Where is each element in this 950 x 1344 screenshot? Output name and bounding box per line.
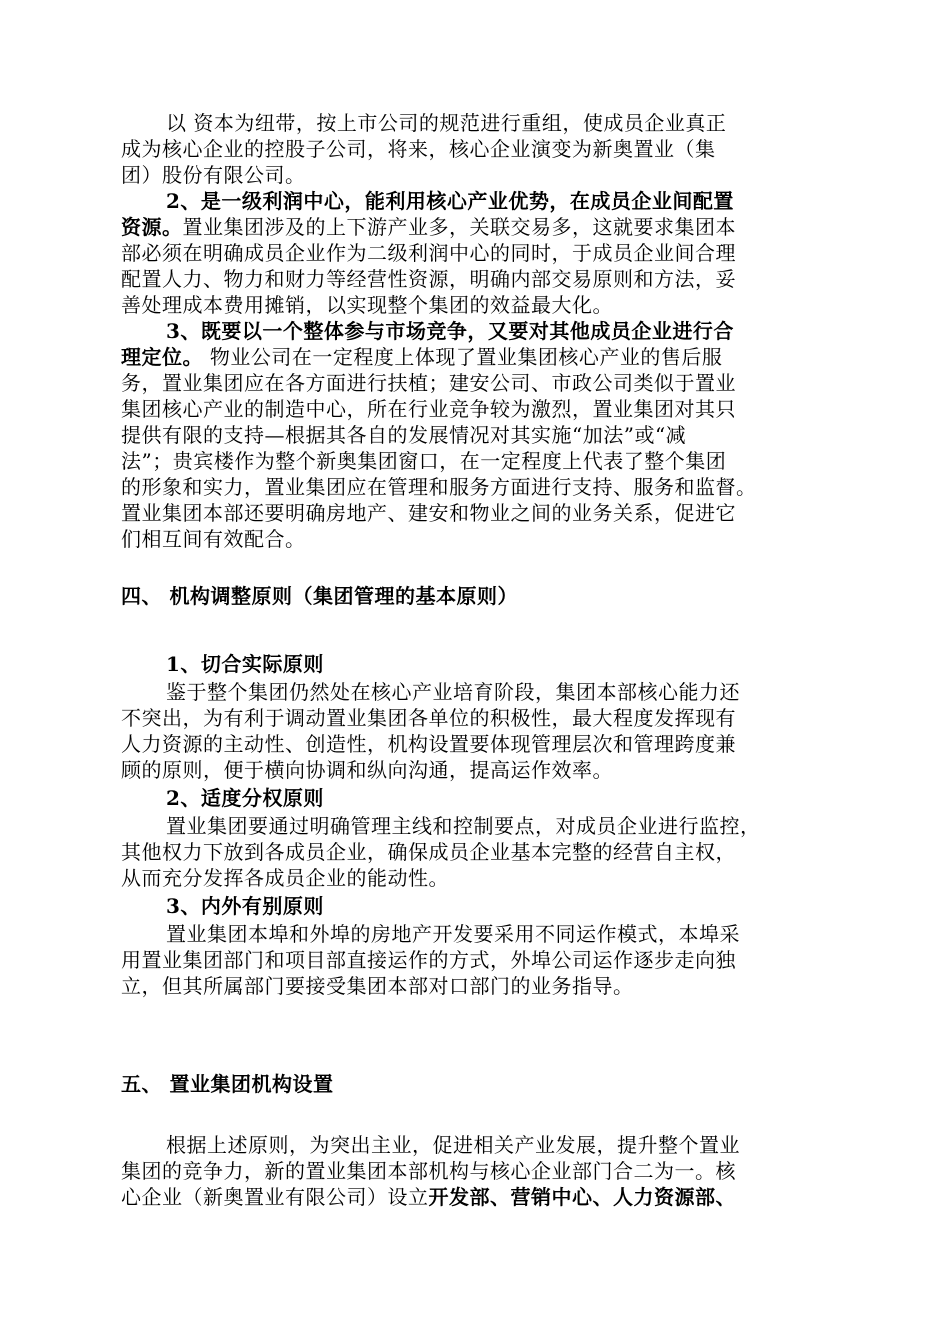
paragraph-line: 团）股份有限公司。 xyxy=(121,163,306,187)
section-heading: 四、 机构调整原则（集团管理的基本原则） xyxy=(121,584,518,608)
paragraph-line: 的形象和实力，置业集团应在管理和服务方面进行支持、服务和监督。 xyxy=(121,475,757,499)
paragraph-line: 法”；贵宾楼作为整个新奥集团窗口，在一定程度上代表了整个集团 xyxy=(121,449,727,473)
paragraph-line: 集团的竞争力，新的置业集团本部机构与核心企业部门合二为一。核 xyxy=(121,1159,736,1183)
item-heading: 2、适度分权原则 xyxy=(166,786,324,810)
bold-dept-list: 开发部、营销中心、人力资源部、 xyxy=(428,1185,736,1209)
paragraph-line: 顾的原则，便于横向协调和纵向沟通，提高运作效率。 xyxy=(121,758,613,782)
paragraph-line xyxy=(121,1184,736,1210)
paragraph-text: 置业集团涉及的上下游产业多，关联交易多，这就要求集团本 xyxy=(182,215,736,239)
paragraph-line: 置业集团本埠和外埠的房地产开发要采用不同运作模式，本埠采 xyxy=(166,922,740,946)
paragraph-text: 物业公司在一定程度上体现了置业集团核心产业的售后服 xyxy=(203,345,723,369)
paragraph-line: 成为核心企业的控股子公司，将来，核心企业演变为新奥置业（集 xyxy=(121,137,716,161)
item-heading: 3、内外有别原则 xyxy=(166,894,324,918)
item-heading: 3、既要以一个整体参与市场竞争，又要对其他成员企业进行合 xyxy=(166,319,734,343)
paragraph-line: 部必须在明确成员企业作为二级利润中心的同时，于成员企业间合理 xyxy=(121,241,736,265)
section-heading: 五、 置业集团机构设置 xyxy=(121,1072,334,1096)
paragraph-line: 从而充分发挥各成员企业的能动性。 xyxy=(121,866,449,890)
paragraph-line: 不突出，为有利于调动置业集团各单位的积极性，最大程度发挥现有 xyxy=(121,706,736,730)
paragraph-line: 配置人力、物力和财力等经营性资源，明确内部交易原则和方法，妥 xyxy=(121,267,736,291)
item-heading: 2、是一级利润中心，能利用核心产业优势，在成员企业间配置 xyxy=(166,189,734,213)
paragraph-text: 心企业（新奥置业有限公司）设立 xyxy=(121,1185,429,1209)
paragraph-line: 置业集团本部还要明确房地产、建安和物业之间的业务关系，促进它 xyxy=(121,501,736,525)
paragraph-line: 置业集团要通过明确管理主线和控制要点，对成员企业进行监控， xyxy=(166,814,761,838)
paragraph-line xyxy=(121,344,722,370)
paragraph-line: 人力资源的主动性、创造性，机构设置要体现管理层次和管理跨度兼 xyxy=(121,732,736,756)
paragraph-line xyxy=(121,214,736,240)
paragraph-line: 立，但其所属部门要接受集团本部对口部门的业务指导。 xyxy=(121,974,634,998)
paragraph-line: 集团核心产业的制造中心，所在行业竞争较为激烈，置业集团对其只 xyxy=(121,397,736,421)
paragraph-line: 用置业集团部门和项目部直接运作的方式，外埠公司运作逐步走向独 xyxy=(121,948,736,972)
paragraph-line: 其他权力下放到各成员企业，确保成员企业基本完整的经营自主权， xyxy=(121,840,736,864)
item-heading: 1、切合实际原则 xyxy=(166,652,324,676)
item-heading-tail: 资源。 xyxy=(121,215,183,239)
paragraph-line: 以 资本为纽带，按上市公司的规范进行重组，使成员企业真正 xyxy=(166,111,727,135)
paragraph-line: 鉴于整个集团仍然处在核心产业培育阶段，集团本部核心能力还 xyxy=(166,680,740,704)
paragraph-line: 根据上述原则，为突出主业，促进相关产业发展，提升整个置业 xyxy=(166,1133,740,1157)
paragraph-line: 善处理成本费用摊销，以实现整个集团的效益最大化。 xyxy=(121,293,613,317)
paragraph-line: 们相互间有效配合。 xyxy=(121,527,306,551)
paragraph-line: 提供有限的支持—根据其各自的发展情况对其实施“加法”或“减 xyxy=(121,423,687,447)
item-heading-tail: 理定位。 xyxy=(121,345,203,369)
paragraph-line: 务，置业集团应在各方面进行扶植；建安公司、市政公司类似于置业 xyxy=(121,371,736,395)
